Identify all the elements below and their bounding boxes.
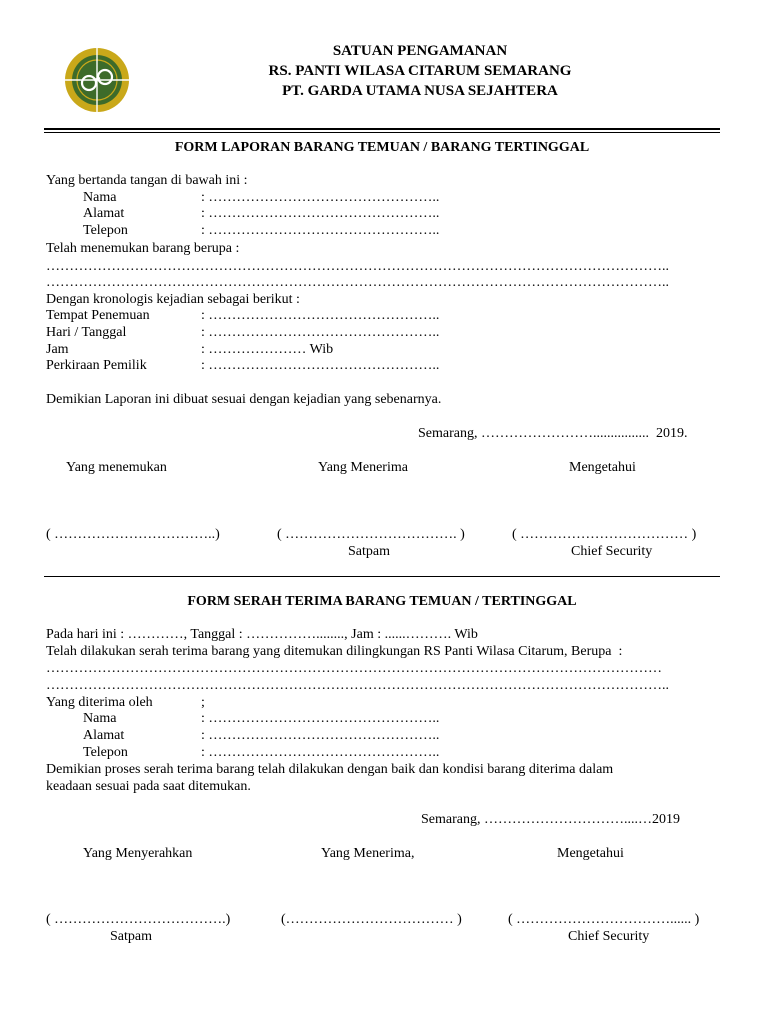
form2-field-value[interactable]: : ………………………………………….. <box>201 745 440 760</box>
form1-sign-header-acknowledge: Mengetahui <box>569 460 636 475</box>
header-divider-thin <box>44 132 720 133</box>
form1-field-value[interactable]: : ………………………………………….. <box>201 190 440 205</box>
header-line-3: PT. GARDA UTAMA NUSA SEJAHTERA <box>282 83 558 99</box>
form2-received-sep: ; <box>201 695 205 710</box>
form2-date-time-line[interactable]: Pada hari ini : …………, Tanggal : ……………........, Jam : ......………. Wib <box>46 627 478 642</box>
form1-chrono-label: Dengan kronologis kejadian sebagai berikut : <box>46 292 300 307</box>
form1-closing: Demikian Laporan ini dibuat sesuai dengan kejadian yang sebenarnya. <box>46 392 442 407</box>
header-divider-thick <box>44 128 720 130</box>
form1-chrono-label-item: Hari / Tanggal <box>46 325 127 340</box>
form2-field-value[interactable]: : ………………………………………….. <box>201 711 440 726</box>
form1-chrono-value[interactable]: : ………………………………………….. <box>201 325 440 340</box>
form2-sign-header-receiver: Yang Menerima, <box>321 846 415 861</box>
form1-sign-blank-finder[interactable]: ( ……………………………..) <box>46 527 220 542</box>
header-line-1: SATUAN PENGAMANAN <box>332 43 508 59</box>
form2-date-line[interactable]: Semarang, …………………………....…2019 <box>421 812 680 827</box>
form1-found-dots-1[interactable]: …………………………………………………………………………………………………………………….. <box>46 259 669 274</box>
form1-field-value[interactable]: : ………………………………………….. <box>201 223 440 238</box>
form2-role-chief: Chief Security <box>568 929 650 944</box>
security-logo <box>64 47 130 113</box>
form2-sign-blank-receiver[interactable]: (……………………………… ) <box>281 912 462 927</box>
form1-field-label: Alamat <box>83 206 125 221</box>
form1-field-label: Telepon <box>83 223 128 238</box>
form1-chrono-label-item: Tempat Penemuan <box>46 308 150 323</box>
form1-sign-header-receiver: Yang Menerima <box>318 460 408 475</box>
form2-title: FORM SERAH TERIMA BARANG TEMUAN / TERTINGGAL <box>187 594 577 609</box>
form1-role-satpam: Satpam <box>348 544 390 559</box>
form2-item-dots-1[interactable]: …………………………………………………………………………………………………………………… <box>46 661 662 676</box>
form1-sign-blank-acknowledge[interactable]: ( ……………………………… ) <box>512 527 697 542</box>
form2-handover-line: Telah dilakukan serah terima barang yang ditemukan dilingkungan RS Panti Wilasa Citarum, Berupa : <box>46 644 623 659</box>
form2-sign-header-giver: Yang Menyerahkan <box>83 846 193 861</box>
form2-field-label: Nama <box>83 711 117 726</box>
form2-item-dots-2[interactable]: …………………………………………………………………………………………………………………….. <box>46 678 669 693</box>
section-divider <box>44 576 720 577</box>
form2-sign-header-acknowledge: Mengetahui <box>557 846 624 861</box>
form1-sign-header-finder: Yang menemukan <box>66 460 167 475</box>
form1-chrono-label-item: Perkiraan Pemilik <box>46 358 147 373</box>
form1-date-line[interactable]: Semarang, ……………………................ 2019. <box>418 426 688 441</box>
form1-found-dots-2[interactable]: …………………………………………………………………………………………………………………….. <box>46 275 669 290</box>
form1-chrono-value[interactable]: : ………………………………………….. <box>201 308 440 323</box>
form1-sign-blank-receiver[interactable]: ( ………………………………. ) <box>277 527 465 542</box>
form2-field-label: Telepon <box>83 745 128 760</box>
form1-chrono-value[interactable]: : ………………… Wib <box>201 342 334 357</box>
form2-sign-blank-acknowledge[interactable]: ( ……………………………...... ) <box>508 912 700 927</box>
form1-chrono-label-item: Jam <box>46 342 69 357</box>
form1-title: FORM LAPORAN BARANG TEMUAN / BARANG TERTINGGAL <box>174 140 590 155</box>
header-line-2: RS. PANTI WILASA CITARUM SEMARANG <box>268 63 572 79</box>
form1-role-chief: Chief Security <box>571 544 653 559</box>
form2-closing-1: Demikian proses serah terima barang telah dilakukan dengan baik dan kondisi barang diterima dalam <box>46 762 614 777</box>
form2-received-label: Yang diterima oleh <box>46 695 153 710</box>
form1-intro: Yang bertanda tangan di bawah ini : <box>46 173 248 188</box>
form1-field-value[interactable]: : ………………………………………….. <box>201 206 440 221</box>
form2-sign-blank-giver[interactable]: ( ……………………………….) <box>46 912 231 927</box>
form2-closing-2: keadaan sesuai pada saat ditemukan. <box>46 779 251 794</box>
form1-found-label: Telah menemukan barang berupa : <box>46 241 240 256</box>
form2-field-label: Alamat <box>83 728 125 743</box>
form2-role-satpam: Satpam <box>110 929 152 944</box>
form2-field-value[interactable]: : ………………………………………….. <box>201 728 440 743</box>
form1-field-label: Nama <box>83 190 117 205</box>
form1-chrono-value[interactable]: : ………………………………………….. <box>201 358 440 373</box>
